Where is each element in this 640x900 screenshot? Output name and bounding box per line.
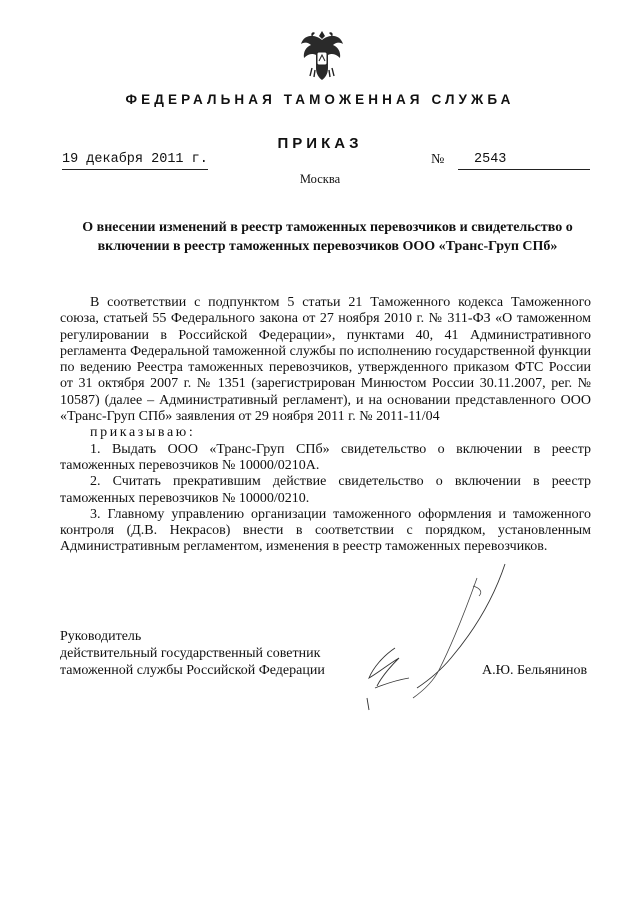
order-body — [60, 295, 591, 556]
order-preamble: В соответствии с подпунктом 5 статьи 21 Таможенного кодекса Таможенного союза, статьей 55 Федерального закона от 27 ноября 2010 г. № 311-ФЗ «О таможенном регулировании в Российской Федерации», пунктами 40, 41 Административного регламента Федеральной таможенной службы по исполнению государственной функции по ведению Реестра таможенных перевозчиков, утвержденного приказом ФТС России от 31 октября 2007 г. № 1351 (зарегистрирован Минюстом России 30.11.2007, рег. № 10587) (далее – Административный регламент), и на основании представленного ООО «Транс-Груп СПб» заявления от 29 ноября 2011 г. № 2011-11/04 — [60, 295, 591, 425]
order-title: О внесении изменений в реестр таможенных перевозчиков и свидетельство о включении в реестр таможенных перевозчиков ООО «Транс-Груп СПб» — [82, 220, 573, 254]
order-item: 2. Считать прекратившим действие свидетельство о включении в реестр таможенных перевозчиков № 10000/0210. — [60, 474, 591, 506]
order-number: 2543 — [458, 151, 590, 170]
signatory-position-line: таможенной службы Российской Федерации — [60, 663, 325, 678]
handwritten-signature-icon — [355, 560, 515, 715]
order-city: Москва — [299, 172, 341, 186]
order-item: 3. Главному управлению организации таможенного оформления и таможенного контроля (Д.В. Некрасов) внести в соответствии с порядком, установленным Административным регламентом, изменения в реестр таможенных перевозчиков. — [60, 506, 591, 555]
signatory-name: А.Ю. Бельянинов — [482, 663, 588, 678]
order-word: приказываю: — [90, 425, 196, 441]
order-number-label: № — [431, 152, 445, 167]
signatory-position-line: действительный государственный советник — [60, 646, 321, 661]
signatory-position-line: Руководитель — [60, 629, 142, 644]
document-type: ПРИКАЗ — [277, 135, 363, 152]
order-date: 19 декабря 2011 г. — [62, 151, 208, 170]
agency-name: ФЕДЕРАЛЬНАЯ ТАМОЖЕННАЯ СЛУЖБА — [125, 92, 515, 107]
order-item: 1. Выдать ООО «Транс-Груп СПб» свидетельство о включении в реестр таможенных перевозчиков № 10000/0210А. — [60, 441, 591, 473]
signatory-position — [60, 628, 325, 679]
coat-of-arms-icon — [298, 28, 346, 82]
